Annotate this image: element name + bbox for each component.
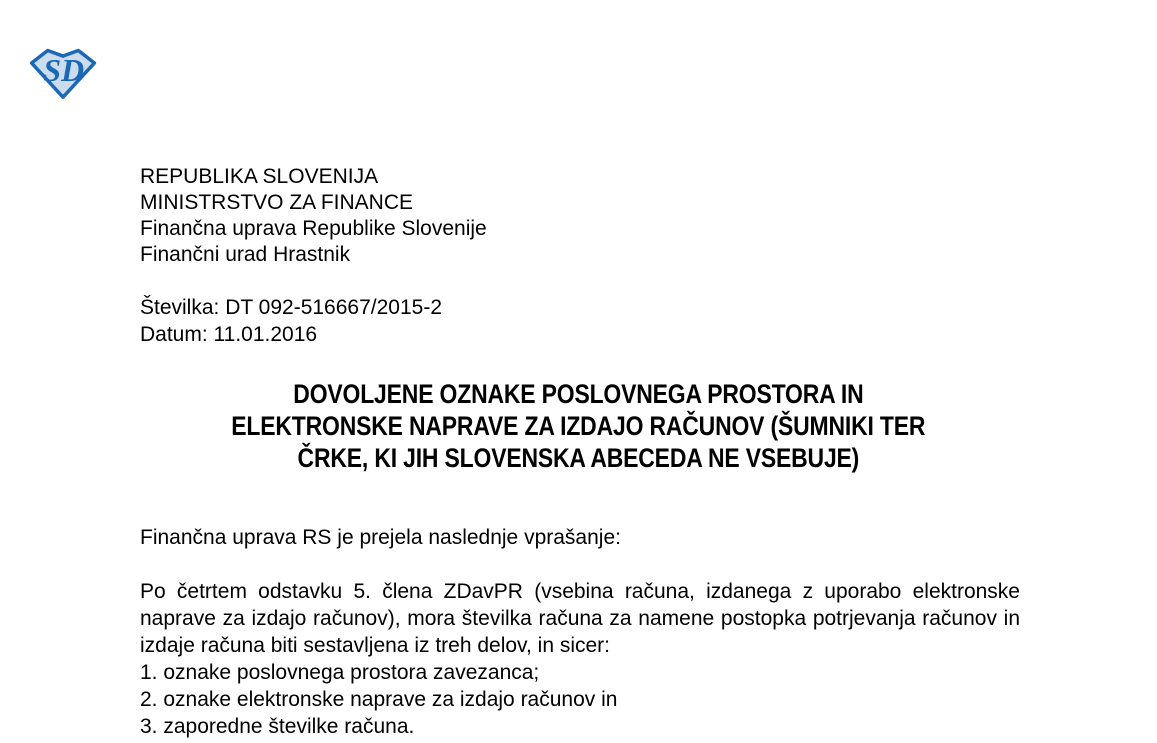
letterhead (140, 164, 1020, 268)
letterhead-line-ministry: MINISTRSTVO ZA FINANCE (140, 191, 414, 214)
document-title-line: ELEKTRONSKE NAPRAVE ZA IZDAJO RAČUNOV (ŠUMNIKI TER (231, 411, 926, 441)
list-item: 2. oznake elektronske naprave za izdajo računov in (140, 688, 618, 711)
sd-shield-icon (28, 47, 98, 100)
doc-date-line (140, 321, 1020, 348)
doc-number-label: Številka: (140, 296, 220, 319)
intro-paragraph: Finančna uprava RS je prejela naslednje vprašanje: (140, 526, 621, 549)
letterhead-line-administration: Finančna uprava Republike Slovenije (140, 217, 487, 240)
doc-date-value: 11.01.2016 (213, 323, 318, 346)
letterhead-line-office: Finančni urad Hrastnik (140, 243, 351, 266)
list-item: 3. zaporedne številke računa. (140, 715, 415, 738)
doc-number-value: DT 092-516667/2015-2 (225, 296, 442, 319)
doc-number-line (140, 294, 1020, 321)
document-title-line: ČRKE, KI JIH SLOVENSKA ABECEDA NE VSEBUJE) (297, 443, 860, 473)
question-paragraph: Po četrtem odstavku 5. člena ZDavPR (vsebina računa, izdanega z uporabo elektronske naprave za izdajo računov), mora številka računa za namene postopka potrjevanja računov in izdaje računa biti sestavljena iz treh delov, in sicer: (140, 580, 1020, 657)
letterhead-line-country: REPUBLIKA SLOVENIJA (140, 165, 379, 188)
document-title (0, 378, 1157, 474)
list-item: 1. oznake poslovnega prostora zavezanca; (140, 661, 540, 684)
ministry-logo (28, 47, 98, 100)
doc-date-label: Datum: (140, 323, 208, 346)
document-body (140, 524, 1020, 740)
invoice-number-parts-list (140, 659, 1020, 740)
document-meta (140, 294, 1020, 348)
logo-letters: SD (43, 52, 85, 89)
document-title-line: DOVOLJENE OZNAKE POSLOVNEGA PROSTORA IN (293, 379, 864, 409)
